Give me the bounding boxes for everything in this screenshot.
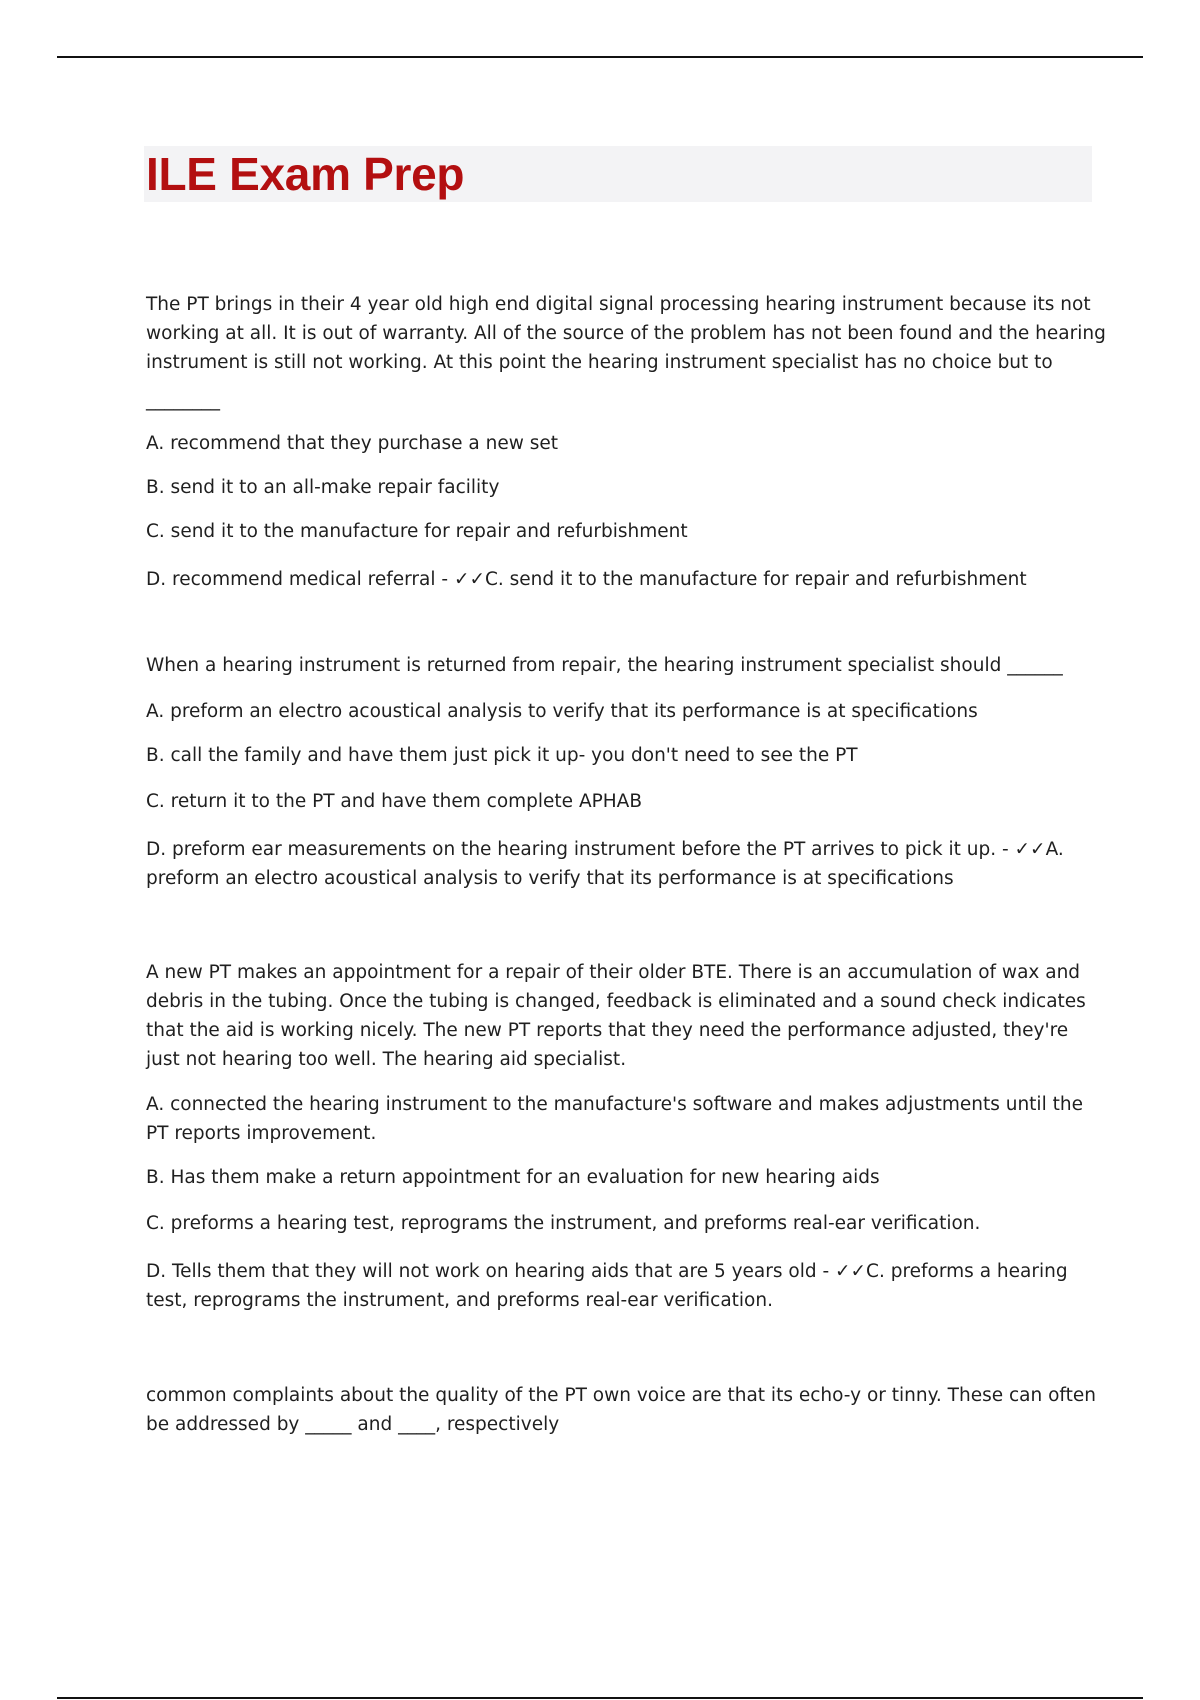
question-2-option-d-answer: D. preform ear measurements on the hearing instrument before the PT arrives to pick it up. - ✓✓A. preform an electro acoustical analysis to verify that its performance is at specifications [146, 839, 1064, 889]
question-2-stem: When a hearing instrument is returned from repair, the hearing instrument specialist should ______ [146, 655, 1063, 676]
top-rule [57, 56, 1143, 58]
question-1-option-b: B. send it to an all-make repair facility [146, 477, 500, 498]
question-3-option-d-answer: D. Tells them that they will not work on hearing aids that are 5 years old - ✓✓C. preforms a hearing test, reprograms the instrument, and preforms real-ear verification. [146, 1261, 1068, 1311]
question-4 [146, 1381, 1106, 1439]
question-1 [146, 290, 1106, 594]
question-1-blank: ________ [146, 390, 220, 411]
question-3-option-c: C. preforms a hearing test, reprograms the instrument, and preforms real-ear verification. [146, 1213, 981, 1234]
question-2-option-c: C. return it to the PT and have them complete APHAB [146, 791, 643, 812]
question-3-options [146, 1090, 1106, 1315]
question-2-option-a: A. preform an electro acoustical analysis to verify that its performance is at specifications [146, 701, 978, 722]
question-4-stem: common complaints about the quality of the PT own voice are that its echo-y or tinny. These can often be addressed by _____ and ____, respectively [146, 1385, 1096, 1435]
question-1-option-c: C. send it to the manufacture for repair and refurbishment [146, 521, 688, 542]
question-1-stem: The PT brings in their 4 year old high end digital signal processing hearing instrument because its not working at all. It is out of warranty. All of the source of the problem has not been found and the hearing instrument is still not working. At this point the hearing instrument specialist has no choice but to [146, 294, 1106, 373]
question-3 [146, 958, 1106, 1315]
question-1-option-a: A. recommend that they purchase a new set [146, 433, 558, 454]
question-2 [146, 651, 1106, 893]
question-3-option-b: B. Has them make a return appointment for an evaluation for new hearing aids [146, 1167, 880, 1188]
question-3-option-a: A. connected the hearing instrument to the manufacture's software and makes adjustments until the PT reports improvement. [146, 1094, 1083, 1144]
question-1-option-d-answer: D. recommend medical referral - ✓✓C. send it to the manufacture for repair and refurbishment [146, 569, 1027, 590]
document-title: ILE Exam Prep [146, 148, 465, 200]
question-2-options [146, 697, 1106, 893]
question-3-stem: A new PT makes an appointment for a repair of their older BTE. There is an accumulation of wax and debris in the tubing. Once the tubing is changed, feedback is eliminated and a sound check indicates that the aid is working nicely. The new PT reports that they need the performance adjusted, they're just not hearing too well. The hearing aid specialist. [146, 962, 1086, 1070]
bottom-rule [57, 1697, 1143, 1699]
question-2-option-b: B. call the family and have them just pick it up- you don't need to see the PT [146, 745, 858, 766]
question-1-options [146, 429, 1106, 594]
